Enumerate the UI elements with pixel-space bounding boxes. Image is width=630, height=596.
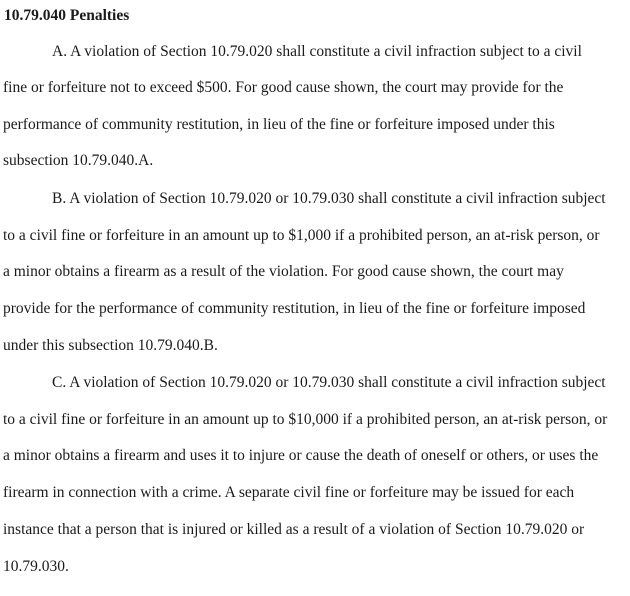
paragraph-b-line-4: provide for the performance of community restitution, in lieu of the fine or forfeiture imposed <box>3 300 586 317</box>
section-heading: 10.79.040 Penalties <box>4 7 130 24</box>
paragraph-a-line-2: fine or forfeiture not to exceed $500. For good cause shown, the court may provide for the <box>3 79 564 96</box>
paragraph-b-line-5: under this subsection 10.79.040.B. <box>3 337 218 354</box>
paragraph-b-line-3: a minor obtains a firearm as a result of the violation. For good cause shown, the court may <box>3 263 564 280</box>
paragraph-b-line-1: B. A violation of Section 10.79.020 or 10.79.030 shall constitute a civil infraction subject <box>52 190 606 207</box>
paragraph-c-line-4: firearm in connection with a crime. A separate civil fine or forfeiture may be issued for each <box>3 484 575 501</box>
paragraph-a-line-1: A. A violation of Section 10.79.020 shall constitute a civil infraction subject to a civil <box>52 43 582 60</box>
paragraph-c-line-6: 10.79.030. <box>3 558 69 575</box>
paragraph-c-line-5: instance that a person that is injured or killed as a result of a violation of Section 10.79.020 or <box>3 521 585 538</box>
paragraph-c-line-1: C. A violation of Section 10.79.020 or 10.79.030 shall constitute a civil infraction subject <box>52 374 606 391</box>
paragraph-b-line-2: to a civil fine or forfeiture in an amount up to $1,000 if a prohibited person, an at-risk person, or <box>3 227 600 244</box>
paragraph-c-line-2: to a civil fine or forfeiture in an amount up to $10,000 if a prohibited person, an at-risk person, or <box>3 411 608 428</box>
paragraph-a-line-4: subsection 10.79.040.A. <box>3 152 154 169</box>
paragraph-c-line-3: a minor obtains a firearm and uses it to injure or cause the death of oneself or others, or uses the <box>3 447 599 464</box>
paragraph-a-line-3: performance of community restitution, in lieu of the fine or forfeiture imposed under this <box>3 116 555 133</box>
